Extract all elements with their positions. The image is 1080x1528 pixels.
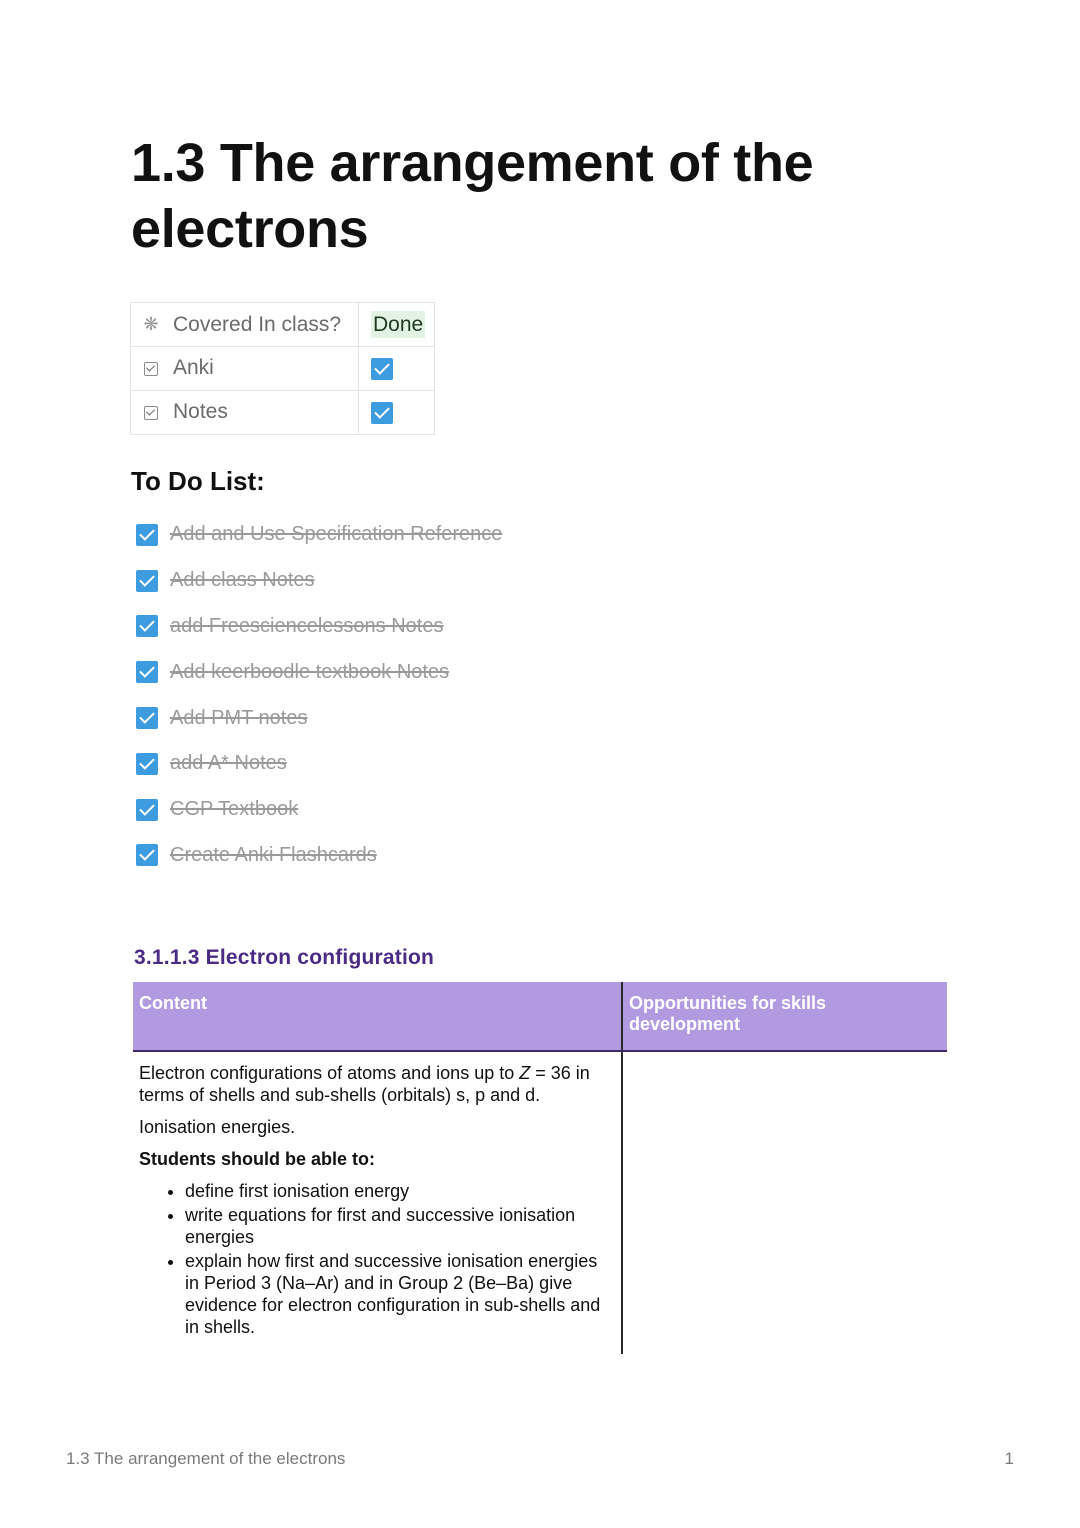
content-cell — [133, 1051, 622, 1354]
todo-checkbox[interactable] — [136, 570, 158, 592]
todo-checkbox[interactable] — [136, 844, 158, 866]
todo-item — [136, 833, 502, 879]
todo-checkbox[interactable] — [136, 753, 158, 775]
properties-table — [130, 302, 435, 435]
todo-heading: To Do List: — [131, 466, 265, 496]
checkbox-icon — [144, 362, 158, 376]
property-value-cell — [359, 347, 435, 391]
property-label-cell — [131, 303, 359, 347]
todo-checkbox[interactable] — [136, 524, 158, 546]
page-number: 1 — [1004, 1449, 1014, 1468]
todo-item — [136, 787, 502, 833]
anki-checkbox[interactable] — [371, 358, 393, 380]
property-row-anki — [131, 347, 435, 391]
todo-checkbox[interactable] — [136, 615, 158, 637]
skills-column-header: Opportunities for skills development — [622, 982, 947, 1051]
spec-heading: 3.1.1.3 Electron configuration — [134, 946, 435, 969]
property-row-notes — [131, 391, 435, 435]
todo-text[interactable]: add A* Notes — [170, 752, 287, 775]
property-value-cell[interactable] — [359, 303, 435, 347]
property-value-cell — [359, 391, 435, 435]
todo-checkbox[interactable] — [136, 799, 158, 821]
todo-item — [136, 558, 502, 604]
todo-text[interactable]: Add keerboodle textbook Notes — [170, 660, 450, 683]
spec-header-row — [133, 982, 947, 1051]
skills-cell — [622, 1051, 947, 1354]
todo-item — [136, 604, 502, 650]
spec-bullet: • define first ionisation energy — [185, 1180, 615, 1202]
property-label: Covered In class? — [173, 312, 342, 336]
todo-text[interactable]: Create Anki Flashcards — [170, 843, 377, 866]
todo-text[interactable]: CGP Textbook — [170, 798, 299, 821]
spec-bullet-list — [139, 1180, 615, 1338]
todo-item — [136, 649, 502, 695]
checkbox-icon — [144, 406, 158, 420]
spec-bullet: • write equations for first and successive ionisation energies — [185, 1204, 615, 1248]
todo-checkbox[interactable] — [136, 707, 158, 729]
property-label: Notes — [173, 400, 228, 424]
todo-text[interactable]: Add and Use Specification Reference — [170, 523, 503, 546]
todo-item — [136, 512, 502, 558]
specification-table — [133, 982, 947, 1354]
todo-item — [136, 741, 502, 787]
property-label-cell — [131, 391, 359, 435]
property-label-cell — [131, 347, 359, 391]
footer-title: 1.3 The arrangement of the electrons — [66, 1449, 346, 1468]
content-column-header: Content — [133, 982, 622, 1051]
spec-paragraph: Ionisation energies. — [139, 1117, 296, 1137]
spec-paragraph: Electron configurations of atoms and ions up to Z = 36 in terms of shells and sub-shells (orbitals) s, p and d. — [139, 1063, 590, 1105]
todo-checkbox[interactable] — [136, 661, 158, 683]
property-label: Anki — [173, 356, 214, 380]
todo-text[interactable]: add Freesciencelessons Notes — [170, 614, 444, 637]
property-row-covered — [131, 303, 435, 347]
spec-bullet: • explain how first and successive ionisation energies in Period 3 (Na–Ar) and in Group 2 (Be–Ba) give evidence for electron configuration in sub-shells and in shells. — [185, 1250, 615, 1338]
todo-text[interactable]: Add PMT notes — [170, 706, 308, 729]
page-title: 1.3 The arrangement of the electrons — [131, 133, 814, 259]
todo-text[interactable]: Add class Notes — [170, 569, 315, 592]
notes-checkbox[interactable] — [371, 402, 393, 424]
sparkle-icon: ❋ — [143, 314, 159, 335]
status-tag[interactable]: Done — [373, 312, 424, 336]
todo-item — [136, 695, 502, 741]
spec-subheading: Students should be able to: — [139, 1149, 376, 1169]
todo-list — [136, 512, 502, 878]
spec-body-row — [133, 1051, 947, 1354]
